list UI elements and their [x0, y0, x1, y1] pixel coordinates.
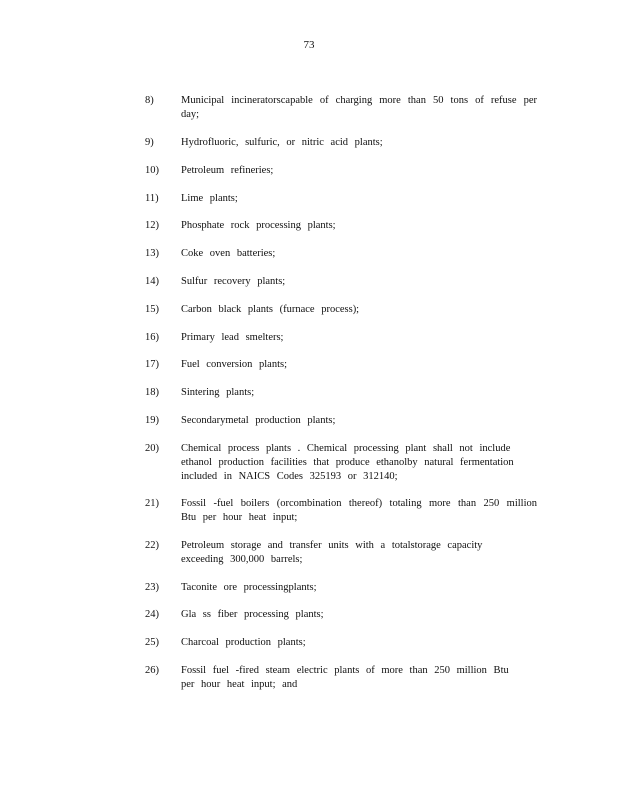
item-text: Hydrofluoric, sulfuric, or nitric acid plants; [181, 137, 383, 148]
item-text: Primary lead smelters; [181, 332, 284, 343]
item-number: 13) [145, 248, 159, 259]
item-number: 22) [145, 540, 159, 551]
item-number: 10) [145, 165, 159, 176]
item-number: 23) [145, 582, 159, 593]
item-number: 12) [145, 220, 159, 231]
item-text: Municipal incineratorscapable of charging more than 50 tons of refuse per day; [181, 95, 537, 120]
item-text: Fossil -fuel boilers (orcombination thereof) totaling more than 250 million Btu per hour heat input; [181, 498, 537, 523]
item-text: Lime plants; [181, 193, 238, 204]
item-number: 11) [145, 193, 159, 204]
item-number: 9) [145, 137, 154, 148]
item-number: 25) [145, 637, 159, 648]
page-number: 73 [303, 39, 315, 51]
item-text: Gla ss fiber processing plants; [181, 609, 324, 620]
item-number: 24) [145, 609, 159, 620]
item-number: 19) [145, 415, 159, 426]
item-number: 8) [145, 95, 154, 106]
item-number: 18) [145, 387, 159, 398]
item-text: Taconite ore processingplants; [181, 582, 317, 593]
item-number: 17) [145, 359, 159, 370]
item-number: 20) [145, 443, 159, 454]
item-text: Sulfur recovery plants; [181, 276, 286, 287]
item-text: Carbon black plants (furnace process); [181, 304, 360, 315]
item-text: Fuel conversion plants; [181, 359, 287, 370]
item-number: 16) [145, 332, 159, 343]
item-number: 15) [145, 304, 159, 315]
item-text: Chemical process plants . Chemical processing plant shall not include ethanol production facilities that produce ethanolby natural fermentation included in NAICS Codes 325193 or 312140; [181, 443, 514, 482]
item-text: Secondarymetal production plants; [181, 415, 336, 426]
item-text: Coke oven batteries; [181, 248, 276, 259]
item-text: Fossil fuel -fired steam electric plants of more than 250 million Btu per hour heat input; and [181, 665, 509, 690]
item-text: Petroleum refineries; [181, 165, 274, 176]
item-number: 26) [145, 665, 159, 676]
item-text: Charcoal production plants; [181, 637, 306, 648]
item-number: 14) [145, 276, 159, 287]
item-text: Phosphate rock processing plants; [181, 220, 336, 231]
item-text: Petroleum storage and transfer units with a totalstorage capacity exceeding 300,000 barrels; [181, 540, 483, 565]
item-text: Sintering plants; [181, 387, 255, 398]
item-number: 21) [145, 498, 159, 509]
